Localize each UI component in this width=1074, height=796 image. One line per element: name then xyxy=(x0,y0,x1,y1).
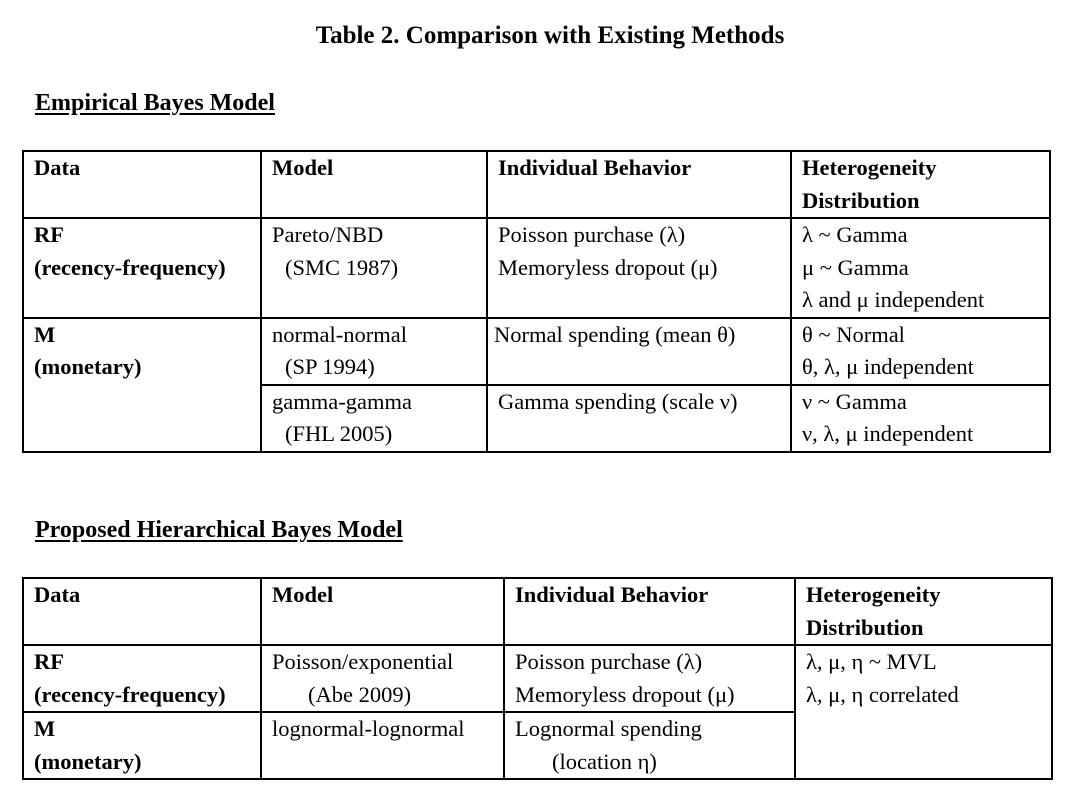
table-header-row xyxy=(23,578,1052,645)
cell-behavior-rf: Poisson purchase (λ) Memoryless dropout (μ) xyxy=(487,218,791,318)
cell-model-rf: Poisson/exponential (Abe 2009) xyxy=(261,645,504,712)
table-row-rf xyxy=(23,645,1052,712)
cell-behavior-rf: Poisson purchase (λ) Memoryless dropout (μ) xyxy=(504,645,795,712)
cell-model-m: lognormal-lognormal xyxy=(261,712,504,779)
header-model: Model xyxy=(261,578,504,645)
cell-data-rf: RF (recency-frequency) xyxy=(23,218,261,318)
header-heterogeneity-distribution: Heterogeneity Distribution xyxy=(791,151,1050,218)
table-row-rf xyxy=(23,218,1050,318)
cell-heterogeneity-gamma: ν ~ Gamma ν, λ, μ independent xyxy=(791,385,1050,452)
header-data: Data xyxy=(23,578,261,645)
header-model: Model xyxy=(261,151,487,218)
empirical-bayes-table xyxy=(22,150,1051,453)
cell-behavior-normal: Normal spending (mean θ) xyxy=(487,318,791,385)
hierarchical-bayes-table xyxy=(22,577,1053,780)
cell-data-m: M (monetary) xyxy=(23,318,261,452)
section-heading-empirical-bayes: Empirical Bayes Model xyxy=(35,90,275,116)
cell-data-m: M (monetary) xyxy=(23,712,261,779)
table-header-row xyxy=(23,151,1050,218)
cell-heterogeneity-rf: λ ~ Gamma μ ~ Gamma λ and μ independent xyxy=(791,218,1050,318)
cell-model-normal: normal-normal (SP 1994) xyxy=(261,318,487,385)
cell-heterogeneity-normal: θ ~ Normal θ, λ, μ independent xyxy=(791,318,1050,385)
header-heterogeneity-distribution: Heterogeneity Distribution xyxy=(795,578,1052,645)
cell-data-rf: RF (recency-frequency) xyxy=(23,645,261,712)
cell-model-rf: Pareto/NBD (SMC 1987) xyxy=(261,218,487,318)
section-heading-hierarchical-bayes: Proposed Hierarchical Bayes Model xyxy=(35,517,403,543)
cell-model-gamma: gamma-gamma (FHL 2005) xyxy=(261,385,487,452)
header-individual-behavior: Individual Behavior xyxy=(487,151,791,218)
header-data: Data xyxy=(23,151,261,218)
cell-heterogeneity-merged: λ, μ, η ~ MVL λ, μ, η correlated xyxy=(795,645,1052,779)
table-row-m-normal xyxy=(23,318,1050,385)
cell-behavior-gamma: Gamma spending (scale ν) xyxy=(487,385,791,452)
page-title: Table 2. Comparison with Existing Methods xyxy=(315,22,785,49)
header-individual-behavior: Individual Behavior xyxy=(504,578,795,645)
cell-behavior-m: Lognormal spending (location η) xyxy=(504,712,795,779)
